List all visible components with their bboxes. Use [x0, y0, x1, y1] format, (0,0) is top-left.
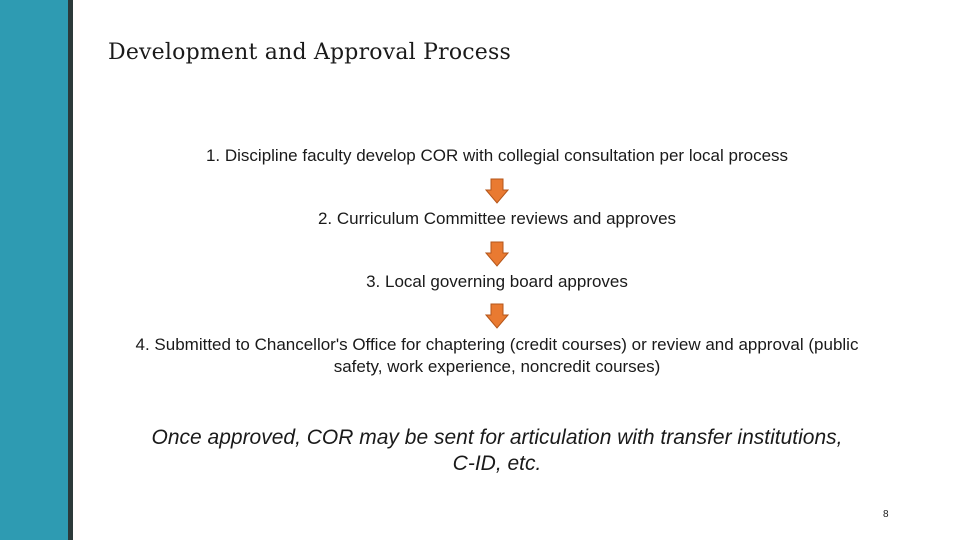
down-arrow-icon [485, 303, 509, 329]
step-1: 1. Discipline faculty develop COR with collegial consultation per local process [205, 146, 789, 165]
sidebar-accent [0, 0, 68, 540]
sidebar-divider [68, 0, 73, 540]
approval-note: Once approved, COR may be sent for articulation with transfer institutions, C-ID, etc. [151, 426, 843, 475]
step-4: 4. Submitted to Chancellor's Office for chaptering (credit courses) or review and approval (public safety, work experience, noncredit courses) [135, 335, 859, 376]
step-2: 2. Curriculum Committee reviews and approves [317, 209, 677, 228]
page-number: 8 [883, 509, 889, 520]
slide-title: Development and Approval Process [108, 40, 511, 65]
down-arrow-icon [485, 178, 509, 204]
step-3: 3. Local governing board approves [366, 272, 628, 291]
down-arrow-icon [485, 241, 509, 267]
